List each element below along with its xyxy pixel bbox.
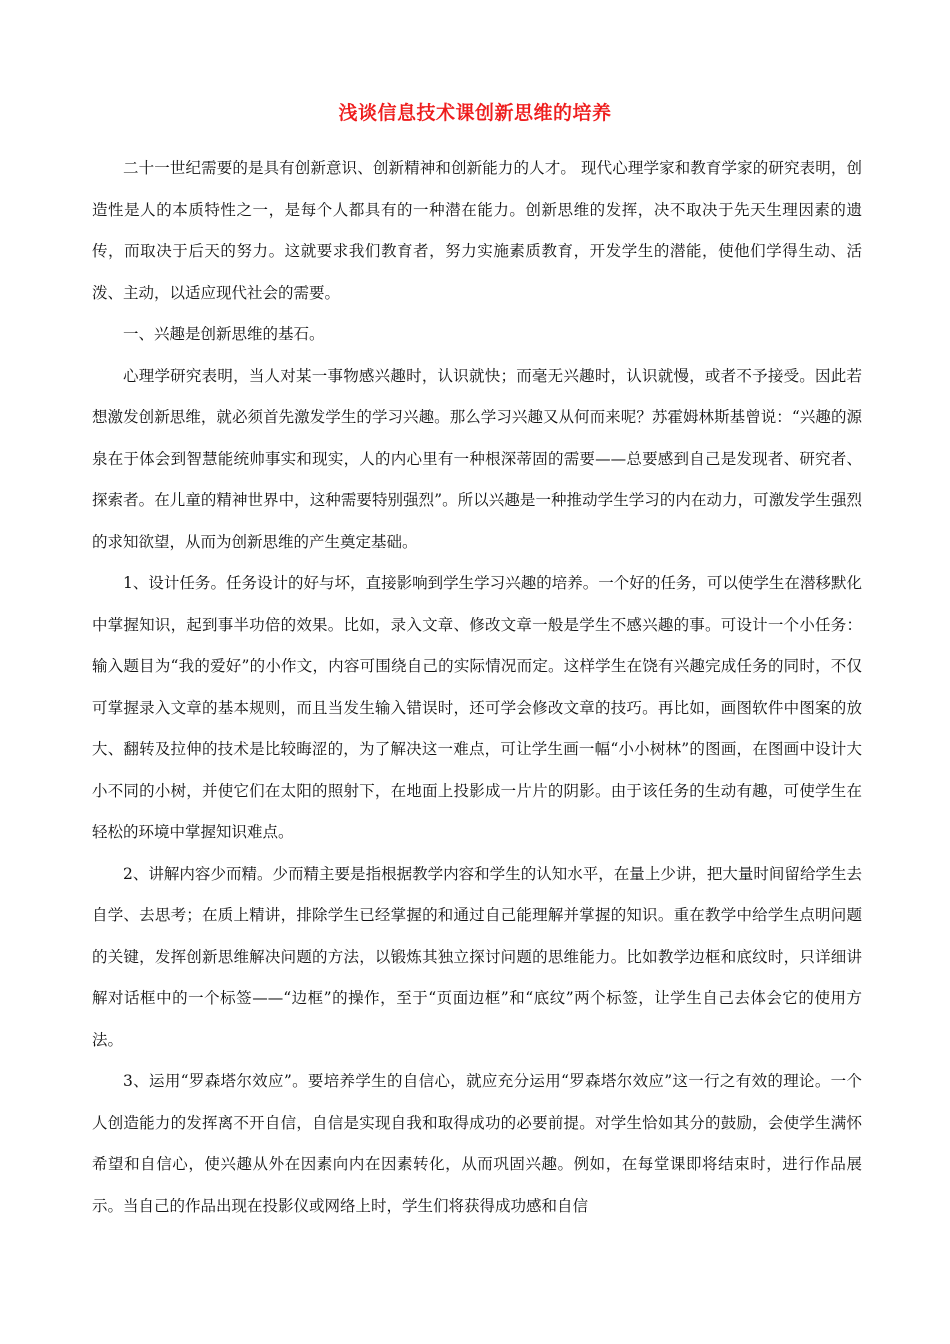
- document-title: 浅谈信息技术课创新思维的培养: [338, 102, 612, 124]
- paragraph-concise-teaching: 2、讲解内容少而精。少而精主要是指根据教学内容和学生的认知水平，在量上少讲，把大量时间留给学生去自学、去思考；在质上精讲，排除学生已经掌握的和通过自己能理解并掌握的知识。重在教学中给学生点明问题的关键，发挥创新思维解决问题的方法，以锻炼其独立探讨问题的思维能力。比如教学边框和底纹时，只详细讲解对话框中的一个标签——“边框”的操作，至于“页面边框”和“底纹”两个标签，让学生自己去体会它的使用方法。: [92, 864, 862, 1049]
- document-body: [92, 148, 862, 1227]
- section-heading-1: 一、兴趣是创新思维的基石。: [123, 325, 325, 343]
- paragraph-rosenthal-effect: 3、运用“罗森塔尔效应”。要培养学生的自信心，就应充分运用“罗森塔尔效应”这一行之有效的理论。一个人创造能力的发挥离不开自信，自信是实现自我和取得成功的必要前提。对学生恰如其分的鼓励，会使学生满怀希望和自信心，使兴趣从外在因素向内在因素转化，从而巩固兴趣。例如，在每堂课即将结束时，进行作品展示。当自己的作品出现在投影仪或网络上时，学生们将获得成功感和自信: [92, 1072, 862, 1215]
- paragraph-intro: 二十一世纪需要的是具有创新意识、创新精神和创新能力的人才。 现代心理学家和教育学家的研究表明，创造性是人的本质特性之一，是每个人都具有的一种潜在能力。创新思维的发挥，决不取决于先天生理因素的遗传，而取决于后天的努力。这就要求我们教育者，努力实施素质教育，开发学生的潜能，使他们学得生动、活泼、主动，以适应现代社会的需要。: [92, 159, 862, 302]
- paragraph-interest: 心理学研究表明，当人对某一事物感兴趣时，认识就快；而毫无兴趣时，认识就慢，或者不予接受。因此若想激发创新思维，就必须首先激发学生的学习兴趣。那么学习兴趣又从何而来呢？苏霍姆林斯基曾说：“兴趣的源泉在于体会到智慧能统帅事实和现实，人的内心里有一种根深蒂固的需要——总要感到自己是发现者、研究者、探索者。在儿童的精神世界中，这种需要特别强烈”。所以兴趣是一种推动学生学习的内在动力，可激发学生强烈的求知欲望，从而为创新思维的产生奠定基础。: [92, 366, 862, 551]
- paragraph-design-task: 1、设计任务。任务设计的好与坏，直接影响到学生学习兴趣的培养。一个好的任务，可以使学生在潜移默化中掌握知识，起到事半功倍的效果。比如，录入文章、修改文章一般是学生不感兴趣的事。可设计一个小任务：输入题目为“我的爱好”的小作文，内容可围绕自己的实际情况而定。这样学生在饶有兴趣完成任务的同时，不仅可掌握录入文章的基本规则，而且当发生输入错误时，还可学会修改文章的技巧。再比如，画图软件中图案的放大、翻转及拉伸的技术是比较晦涩的，为了解决这一难点，可让学生画一幅“小小树林”的图画，在图画中设计大小不同的小树，并使它们在太阳的照射下，在地面上投影成一片片的阴影。由于该任务的生动有趣，可使学生在轻松的环境中掌握知识难点。: [92, 574, 862, 841]
